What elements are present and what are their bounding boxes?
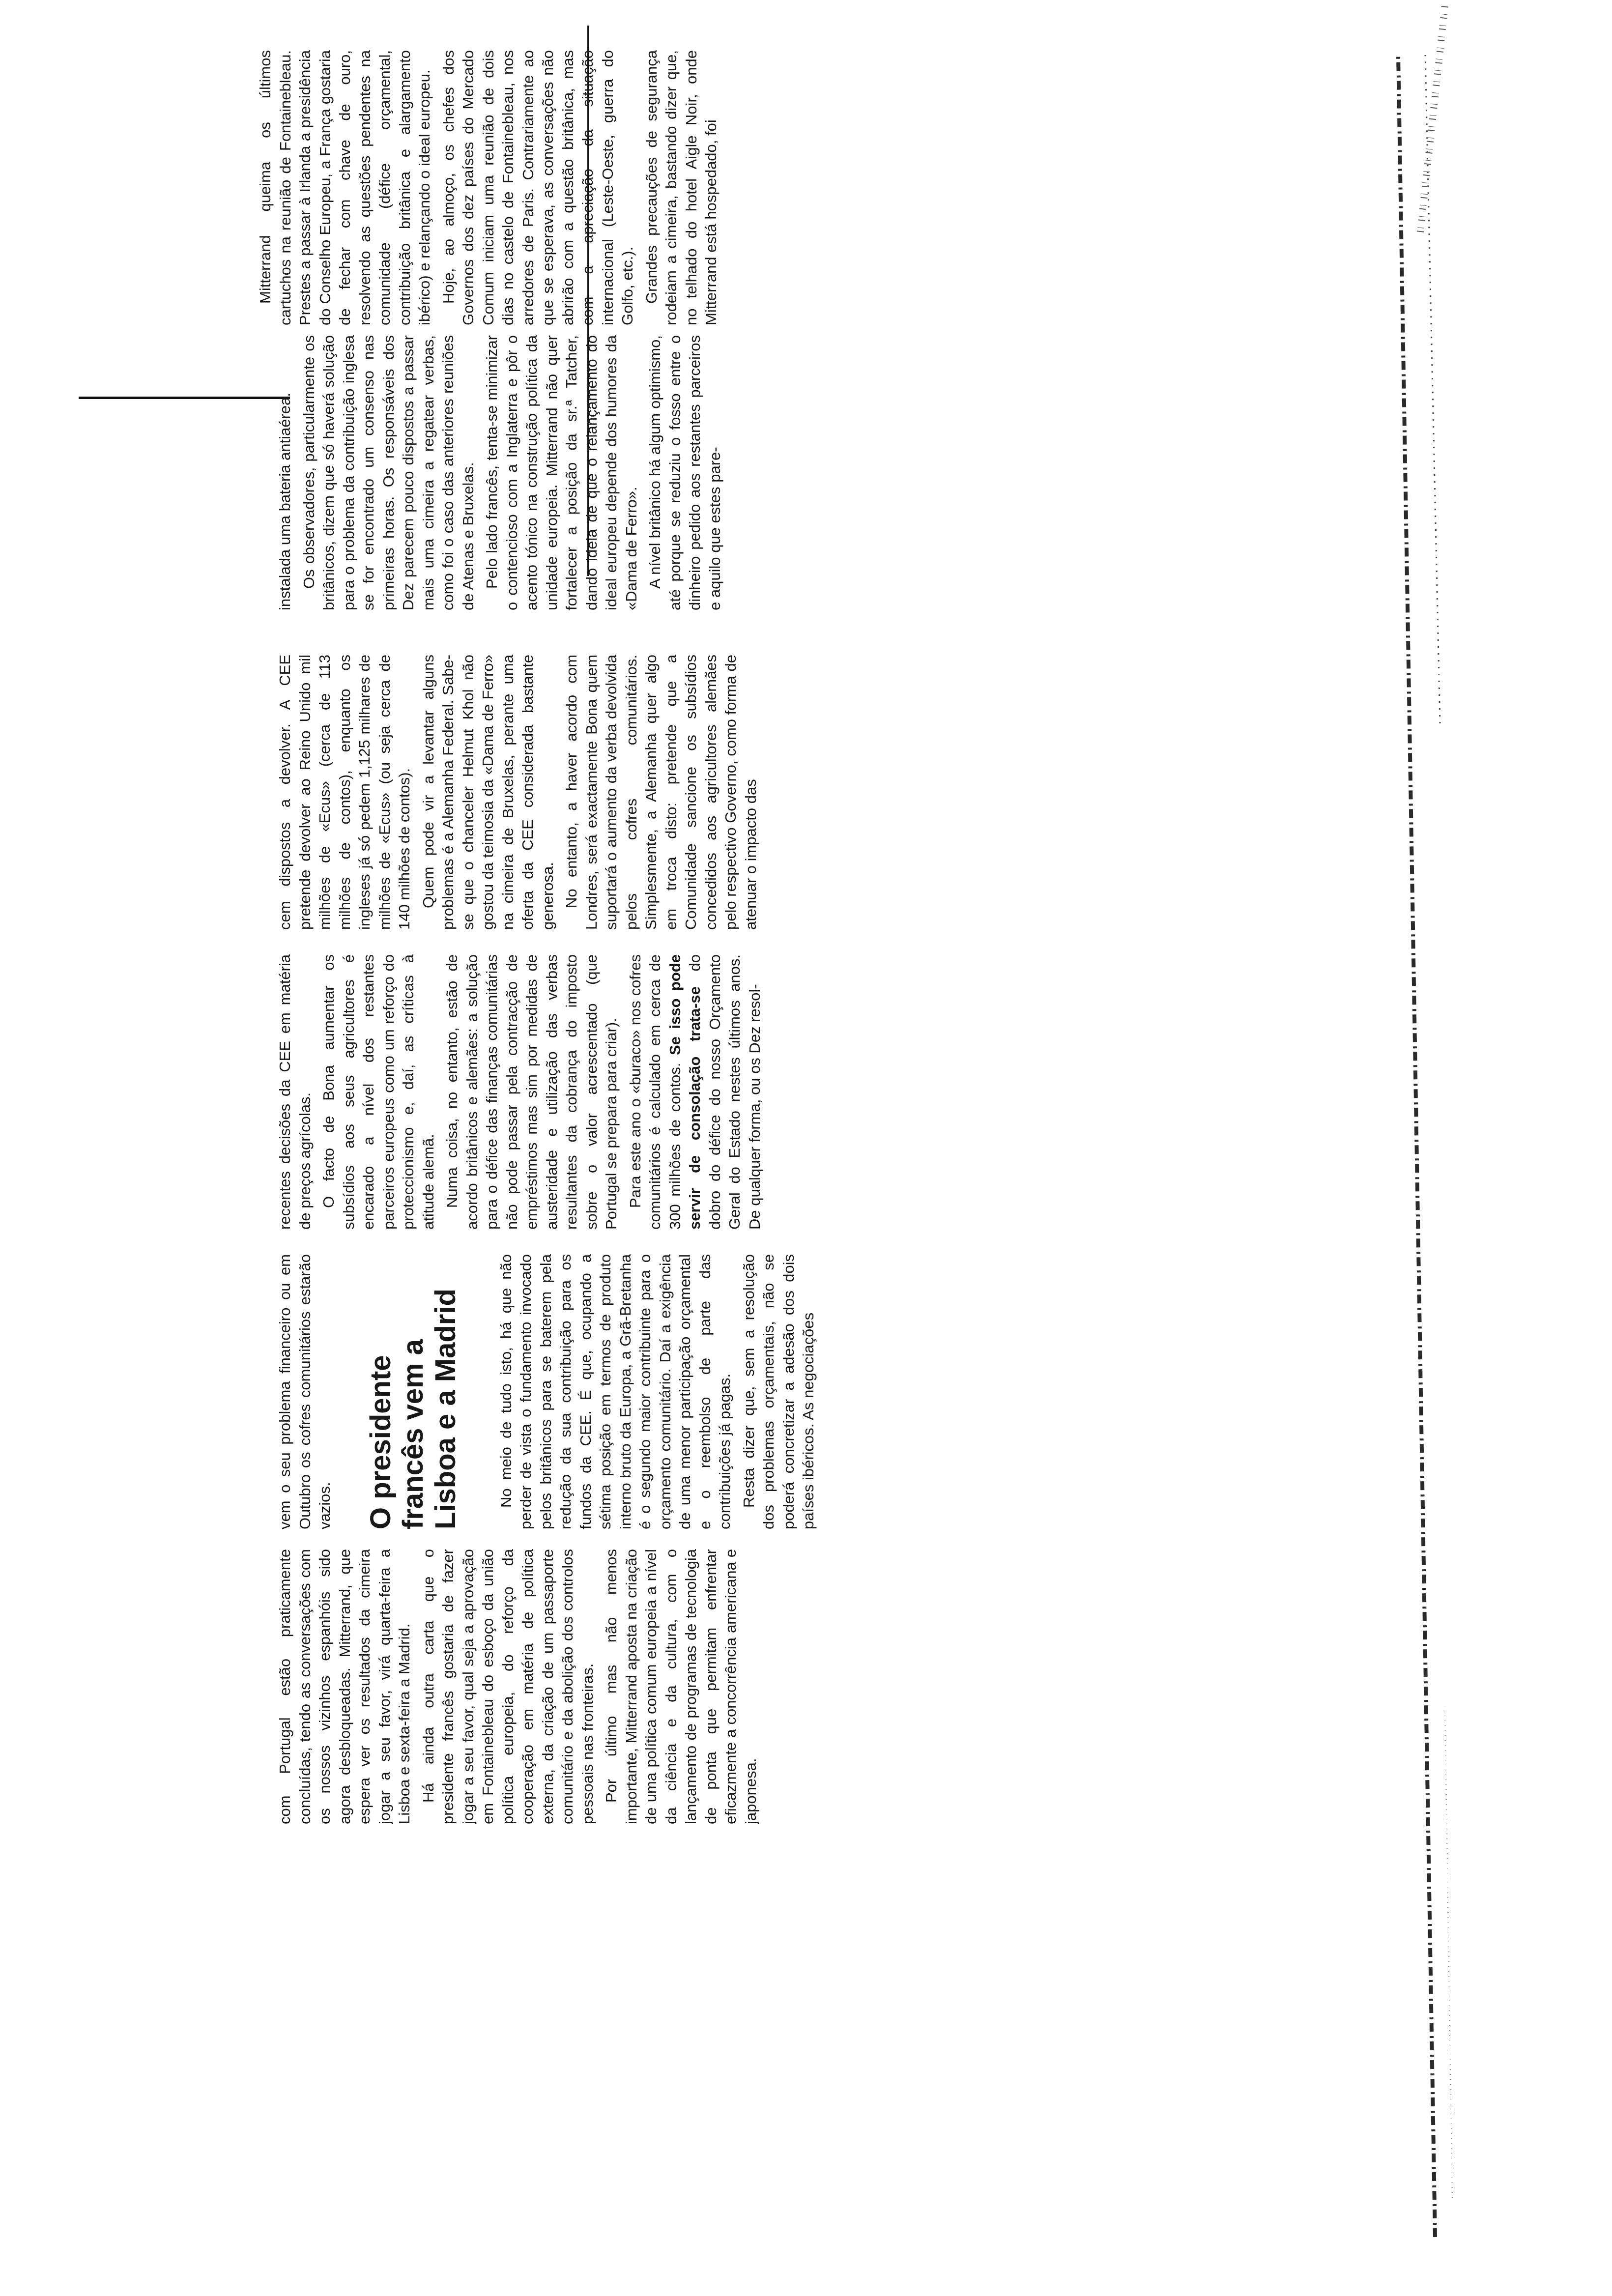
paragraph: Grandes precauções de segurança rodeiam a cimeira, bastando dizer que, no telhado do hotel Aigle Noir, onde Mitterrand está hospedado, foi xyxy=(642,50,720,325)
paragraph: Numa coisa, no entanto, estão de acordo britânicos e alemães: a solução para o défice das finanças comunitárias não pode passar pela contracção de empréstimos mas sim por medidas de austeridade e utilização das verbas resultantes da cobrança do imposto sobre o valor acrescentado (que Portugal se prepara para criar). xyxy=(443,954,620,1230)
paragraph: Mitterrand queima os últimos cartuchos na reunião de Fontainebleau. Prestes a passar à Irlanda a presidência do Conselho Europeu, a França gostaria de fechar com chave de ouro, resolvendo as questões pendentes na comunidade (défice orçamental, contribuição britânica e alargamento ibérico) e relançando o ideal europeu. xyxy=(257,50,433,325)
article-column-1 xyxy=(256,50,725,325)
paragraph: instalada uma bateria antiaérea. xyxy=(276,393,293,610)
article-column-6 xyxy=(275,1549,765,1824)
paragraph: Há ainda outra carta que o presidente francês gostaria de fazer jogar a seu favor, qual seja a aprovação em Fontainebleau do esboço da união política europeia, do reforço da cooperação em matéria de política externa, da criação de um passaporte comunitário e da abolição dos controlos pessoais nas fronteiras. xyxy=(419,1549,596,1824)
subheading: O presidente francês vem a Lisboa e a Madrid xyxy=(364,1289,461,1529)
paragraph: Quem pode vir a levantar alguns problemas é a Alemanha Federal. Sabe-se que o chanceler Helmut Khol não gostou da teimosia da «Dama de Ferro» na cimeira de Bruxelas, perante uma oferta da CEE considerada bastante generosa. xyxy=(419,655,556,930)
article-column-4 xyxy=(275,954,769,1230)
paragraph: Os observadores, particularmente os britânicos, dizem que só haverá solução para o problema da contribuição inglesa se for encontrado um consenso nas primeiras horas. Os responsáveis dos Dez parecem pouco dispostos a passar mais uma cimeira a regatear verbas, como foi o caso das anteriores reuniões de Atenas e Bruxelas. xyxy=(300,335,477,610)
paragraph: recentes decisões da CEE em matéria de preços agrícolas. xyxy=(276,954,314,1230)
paragraph: Para este ano o «buraco» nos cofres comunitários é calculado em cerca de 300 milhões de contos. Se isso pode servir de consolação trata-se do dobro do défice do nosso Orçamento Geral do Estado nestes últimos anos. De qualquer forma, ou os Dez resol- xyxy=(626,954,763,1230)
article-column-5 xyxy=(275,1254,823,1529)
bold-phrase: Se isso pode servir de consolação trata-se xyxy=(666,954,703,1230)
paragraph: Por último mas não menos importante, Mitterrand aposta na criação de uma política comum europeia a nível da ciência e da cultura, com o lançamento de programas de tecnologia de ponta que permitam enfrentar eficazmente a concorrência americana e japonesa. xyxy=(603,1549,759,1824)
paragraph: A nível britânico há algum optimismo, até porque se reduziu o fosso entre o dinheiro pedido aos restantes parceiros e aquilo que estes pare- xyxy=(646,335,723,610)
paragraph: Pelo lado francês, tenta-se minimizar o contencioso com a Inglaterra e pôr o acento tónico na construção política da unidade europeia. Mitterrand não quer fortalecer a posição da sr.ª Tatcher, dando ideia de que o relançamento do ideal europeu depende dos humores da «Dama de Ferro». xyxy=(483,335,640,610)
paragraph: cem dispostos a devolver. A CEE pretende devolver ao Reino Unido mil milhões de «Ecus» (cerca de 113 milhões de contos), enquanto os ingleses já só pedem 1,125 milhares de milhões de «Ecus» (ou seja cerca de 140 milhões de contos). xyxy=(276,655,413,930)
article-column-3 xyxy=(275,655,765,930)
paragraph: Hoje, ao almoço, os chefes dos Governos dos dez países do Mercado Comum iniciam uma reunião de dois dias no castelo de Fontainebleau, nos arredores de Paris. Contrariamente ao que se esperava, as conversações não abrirão com a questão britânica, mas com a apreciação da situação internacional (Leste-Oeste, guerra do Golfo, etc.). xyxy=(439,50,636,325)
paragraph: No entanto, a haver acordo com Londres, será exactamente Bona quem suportará o aumento da verba devolvida pelos cofres comunitários. Simplesmente, a Alemanha quer algo em troca disto: pretende que a Comunidade sancione os subsídios concedidos aos agricultores alemães pelo respectivo Governo, como forma de atenuar o impacto das xyxy=(563,655,759,930)
article-column-2 xyxy=(275,335,729,610)
column-rule xyxy=(79,397,290,399)
paragraph: vem o seu problema financeiro ou em Outubro os cofres comunitários estarão vazios. xyxy=(276,1254,333,1529)
paragraph: Resta dizer que, sem a resolução dos problemas orçamentais, não se poderá concretizar a adesão dos dois países ibéricos. As negociações xyxy=(740,1254,817,1529)
paragraph: O facto de Bona aumentar os subsídios aos seus agricultores é encarado a nível dos restantes parceiros europeus como um reforço do proteccionismo e, daí, as críticas à atitude alemã. xyxy=(320,954,437,1230)
paragraph: No meio de tudo isto, há que não perder de vista o fundamento invocado pelos britânicos para se baterem pela redução da sua contribuição para os fundos da CEE. É que, ocupando a sétima posição em termos de produto interno bruto da Europa, a Grã-Bretanha é o segundo maior contribuinte para o orçamento comunitário. Daí a exigência de uma menor participação orçamental e o reembolso de parte das contribuições já pagas. xyxy=(497,1254,733,1529)
paragraph: com Portugal estão praticamente concluídas, tendo as conversações com os nossos vizinhos espanhóis sido agora desbloqueadas. Mitterrand, que espera ver os resultados da cimeira jogar a seu favor, virá quarta-feira a Lisboa e sexta-feira a Madrid. xyxy=(276,1549,413,1824)
